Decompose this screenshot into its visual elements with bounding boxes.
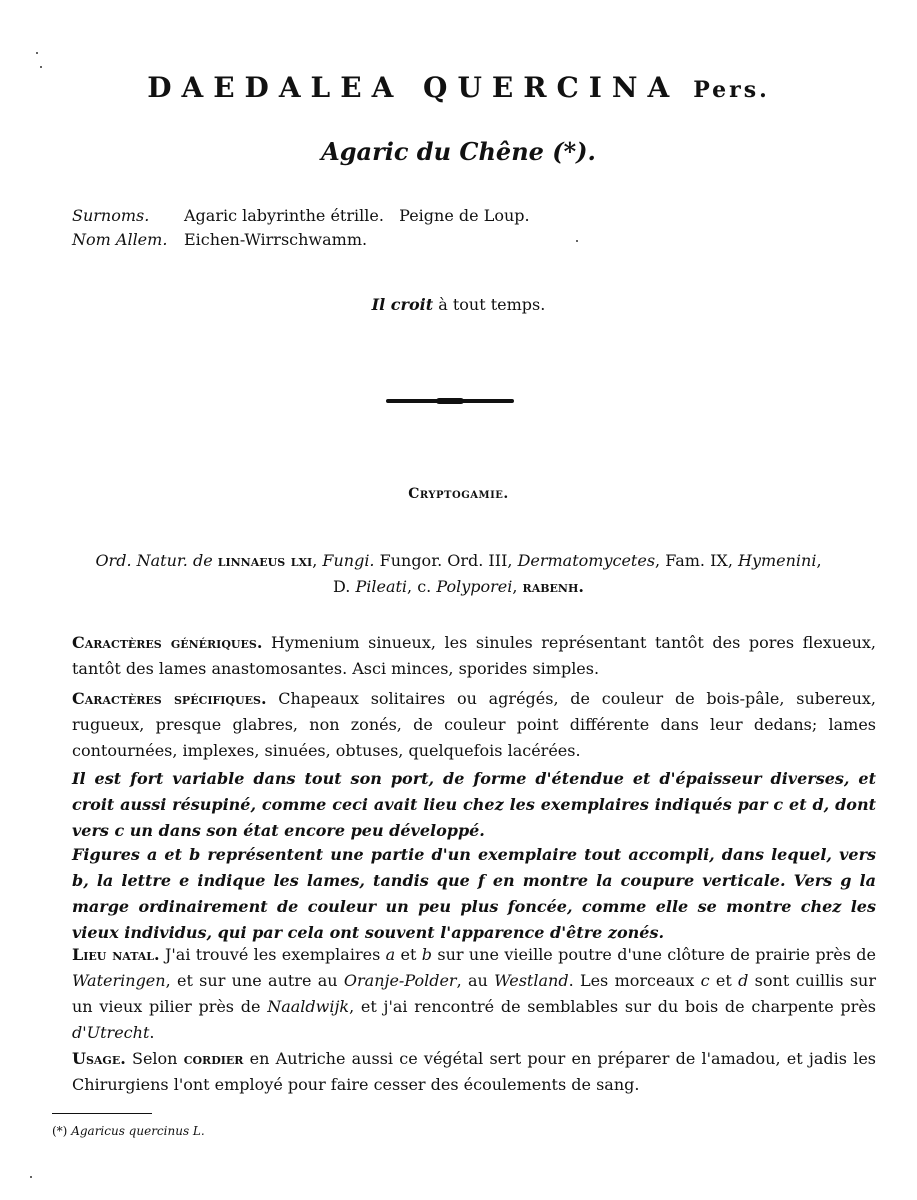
- order-label: Ord. Natur. de: [95, 551, 218, 570]
- page-title: [0, 60, 917, 118]
- lieu-text: . Les morceaux: [568, 971, 701, 990]
- speck: [576, 240, 578, 242]
- growth-season: [0, 292, 917, 318]
- variability-note: [72, 766, 876, 844]
- footnote: [52, 1124, 205, 1138]
- sep: ,: [816, 551, 822, 570]
- dermatomycetes: Dermatomycetes: [517, 551, 656, 570]
- place-wateringen: Wateringen: [72, 971, 166, 990]
- specific-characters: [72, 686, 876, 764]
- classification-line-1: [40, 548, 877, 574]
- lieu-text: .: [149, 1023, 155, 1042]
- lieu-text: , et sur une autre au: [165, 971, 344, 990]
- generic-characters: [72, 630, 876, 682]
- vernacular-names: [72, 204, 530, 252]
- surnoms-value: Agaric labyrinthe étrille. Peigne de Loup.: [184, 206, 530, 225]
- specimen-a: a: [385, 945, 396, 964]
- lieu-text: sur une vieille poutre d'une clôture de prairie près de: [432, 945, 877, 964]
- speck: [40, 66, 42, 68]
- sep: ,: [512, 577, 523, 596]
- speck: [36, 52, 38, 54]
- fungi: Fungi.: [322, 551, 375, 570]
- figures-note: [72, 842, 876, 946]
- section-heading: Cryptogamie.: [408, 486, 509, 502]
- place-oranje-polder: Oranje-Polder: [343, 971, 457, 990]
- specimen-c: c: [700, 971, 710, 990]
- usage-head: Usage.: [72, 1049, 126, 1068]
- ornamental-rule: [386, 399, 514, 403]
- usage: [72, 1046, 876, 1098]
- growth-lead: Il croit: [371, 295, 434, 314]
- linnaeus-ref: linnaeus lxi: [217, 551, 313, 570]
- generic-head: Caractères génériques.: [72, 633, 263, 652]
- common-name: Agaric du Chêne (*).: [321, 137, 596, 166]
- nom-allem-label: Nom Allem.: [72, 230, 168, 249]
- rabenh-ref: rabenh.: [522, 577, 584, 596]
- specific-head: Caractères spécifiques.: [72, 689, 267, 708]
- growth-rest: à tout temps.: [433, 295, 546, 314]
- place-utrecht: d'Utrecht: [72, 1023, 150, 1042]
- lieu-text: et: [395, 945, 422, 964]
- fam: , Fam. IX,: [655, 551, 738, 570]
- sep: ,: [312, 551, 323, 570]
- specific-text: Chapeaux solitaires ou agrégés, de couleur de bois-pâle, subereux, rugueux, presque glabres, non zonés, de couleur point différente dans leur dedans; lames contournées, implexes, sinuées, obtuses, quelquefois lacérées.: [72, 689, 877, 760]
- footnote-text: Agaricus quercinus L.: [71, 1124, 205, 1138]
- footnote-rule: [52, 1113, 152, 1114]
- lieu-text: et: [709, 971, 739, 990]
- polyporei: Polyporei: [436, 577, 513, 596]
- usage-text: en Autriche aussi ce végétal sert pour en préparer de l'amadou, et jadis les Chirurgiens l'ont employé pour faire cesser des écoulements de sang.: [72, 1049, 877, 1094]
- hymenini: Hymenini: [737, 551, 817, 570]
- generic-text: Hymenium sinueux, les sinules représentant tantôt des pores flexueux, tantôt des lames anastomosantes. Asci minces, sporides simples.: [72, 633, 877, 678]
- lieu-natal: [72, 942, 876, 1046]
- nom-allem-value: Eichen-Wirrschwamm.: [184, 230, 368, 249]
- classification: [40, 548, 877, 600]
- c-label: , c.: [407, 577, 437, 596]
- surnoms-label: Surnoms.: [72, 206, 150, 225]
- lieu-text: , et j'ai rencontré de semblables sur du bois de charpente près: [349, 997, 877, 1016]
- place-naaldwijk: Naaldwijk: [267, 997, 350, 1016]
- place-westland: Westland: [494, 971, 569, 990]
- variability-text: Il est fort variable dans tout son port, de forme d'étendue et d'épaisseur diverses, et croit aussi résupiné, comme ceci avait lieu chez les exemplaires indiqués par c et d, dont vers c un dans son état encore peu développé.: [72, 769, 876, 840]
- species-name: DAEDALEA QUERCINA: [147, 71, 680, 104]
- lieu-head: Lieu natal.: [72, 945, 160, 964]
- surnoms-row: [72, 204, 530, 228]
- specimen-d: d: [738, 971, 749, 990]
- specimen-b: b: [421, 945, 433, 964]
- usage-text: Selon: [125, 1049, 184, 1068]
- lieu-text: sont cuillis sur un vieux pilier près de: [72, 971, 876, 1016]
- pileati: Pileati: [355, 577, 408, 596]
- d-label: D.: [333, 577, 356, 596]
- speck: [30, 1176, 32, 1178]
- lieu-text: J'ai trouvé les exemplaires: [159, 945, 386, 964]
- species-author: Pers.: [693, 77, 770, 103]
- figures-text: Figures a et b représentent une partie d'un exemplaire tout accompli, dans lequel, vers b, la lettre e indique les lames, tandis que f en montre la coupure verticale. Vers g la marge ordinairement de couleur un peu plus foncée, comme elle se montre chez les vieux individus, qui par cela ont souvent l'apparence d'être zonés.: [72, 845, 876, 942]
- lieu-text: , au: [456, 971, 495, 990]
- fungor-ord: Fungor. Ord. III,: [374, 551, 518, 570]
- cordier-ref: cordier: [183, 1049, 244, 1068]
- footnote-mark: (*): [52, 1124, 72, 1138]
- classification-line-2: [40, 574, 877, 600]
- nom-allem-row: [72, 228, 530, 252]
